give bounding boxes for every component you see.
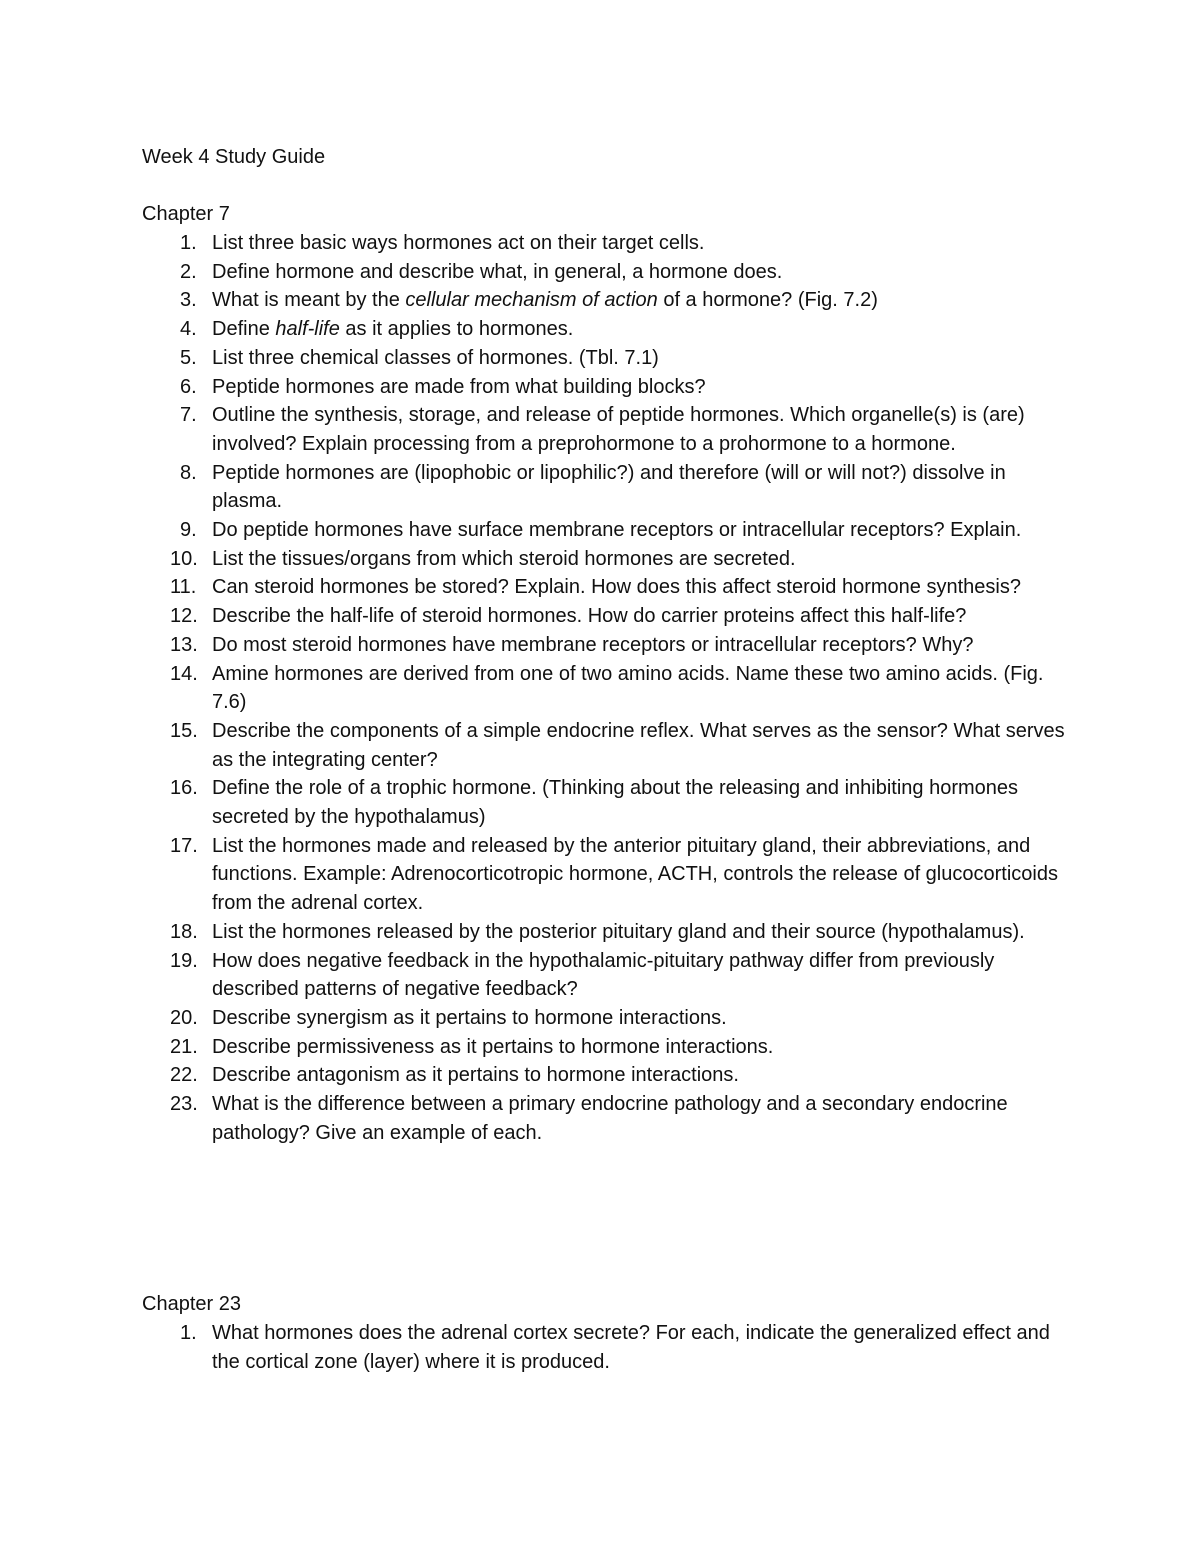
question-number: 3. — [180, 289, 197, 312]
question-item — [142, 832, 1072, 918]
chapter-7-question-list — [142, 229, 1072, 1148]
question-text: Peptide hormones are (lipophobic or lipophilic?) and therefore (will or will not?) dissolve in plasma. — [212, 461, 1006, 513]
question-text-emphasis: half-life — [275, 318, 340, 341]
question-text-emphasis: cellular mechanism of action — [405, 289, 658, 312]
question-item — [142, 344, 1072, 373]
chapter-7-heading: Chapter 7 — [142, 203, 230, 225]
question-text-after: as it applies to hormones. — [339, 318, 574, 341]
question-number: 1. — [180, 1322, 197, 1344]
question-text: Define hormone and describe what, in general, a hormone does. — [212, 260, 783, 283]
question-number: 4. — [180, 318, 197, 341]
question-number: 17. — [170, 834, 198, 857]
question-text: Outline the synthesis, storage, and release of peptide hormones. Which organelle(s) is (are) involved? Explain processing from a preprohormone to a prohormone to a hormone. — [212, 404, 1025, 455]
question-item — [142, 573, 1072, 602]
question-number: 9. — [180, 519, 197, 542]
question-number: 6. — [180, 375, 197, 398]
question-text: Define the role of a trophic hormone. (Thinking about the releasing and inhibiting hormones secreted by the hypothalamus) — [212, 777, 1019, 829]
question-text: What hormones does the adrenal cortex secrete? For each, indicate the generalized effect and the cortical zone (layer) where it is produced. — [212, 1322, 1050, 1373]
question-text: List the tissues/organs from which steroid hormones are secreted. — [212, 547, 796, 570]
question-text: Describe the components of a simple endocrine reflex. What serves as the sensor? What serves as the integrating center? — [212, 719, 1065, 771]
question-number: 22. — [170, 1064, 198, 1087]
question-item — [142, 1319, 1072, 1376]
question-text: Describe antagonism as it pertains to hormone interactions. — [212, 1064, 739, 1087]
question-number: 10. — [170, 547, 198, 570]
question-number: 16. — [170, 777, 198, 800]
question-item — [142, 717, 1072, 774]
question-number: 1. — [180, 232, 197, 254]
question-text: List the hormones made and released by the anterior pituitary gland, their abbreviations, and functions. Example: Adrenocorticotropic hormone, ACTH, controls the release of glucocorticoids from the adrenal cortex. — [212, 834, 1058, 915]
question-item — [142, 229, 1072, 258]
question-number: 7. — [180, 404, 197, 427]
question-item — [142, 545, 1072, 574]
question-number: 5. — [180, 346, 197, 369]
question-text: Do most steroid hormones have membrane receptors or intracellular receptors? Why? — [212, 633, 974, 656]
question-text: Can steroid hormones be stored? Explain. How does this affect steroid hormone synthesis? — [212, 576, 1021, 599]
question-item — [142, 1004, 1072, 1033]
question-item — [142, 631, 1072, 660]
question-number: 23. — [170, 1093, 198, 1116]
question-text: List three chemical classes of hormones. (Tbl. 7.1) — [212, 346, 659, 369]
question-text — [212, 315, 1072, 344]
question-text: Peptide hormones are made from what building blocks? — [212, 375, 706, 398]
question-number: 14. — [170, 662, 198, 685]
question-item — [142, 286, 1072, 315]
question-number: 13. — [170, 633, 198, 656]
question-item — [142, 918, 1072, 947]
chapter-23-heading: Chapter 23 — [142, 1293, 241, 1315]
question-text: What is the difference between a primary endocrine pathology and a secondary endocrine pathology? Give an example of each. — [212, 1093, 1008, 1144]
question-number: 12. — [170, 605, 198, 628]
question-number: 11. — [170, 576, 197, 599]
question-text: List three basic ways hormones act on their target cells. — [212, 232, 705, 254]
question-text-after: of a hormone? (Fig. 7.2) — [657, 289, 878, 312]
question-number: 2. — [180, 260, 197, 283]
question-text: Amine hormones are derived from one of two amino acids. Name these two amino acids. (Fig. 7.6) — [212, 662, 1044, 714]
question-text: How does negative feedback in the hypothalamic-pituitary pathway differ from previously described patterns of negative feedback? — [212, 949, 995, 1001]
question-item — [142, 373, 1072, 402]
question-item — [142, 315, 1072, 344]
question-text: Do peptide hormones have surface membrane receptors or intracellular receptors? Explain. — [212, 519, 1022, 542]
question-text: Describe permissiveness as it pertains to hormone interactions. — [212, 1035, 774, 1058]
question-text: Describe synergism as it pertains to hormone interactions. — [212, 1006, 727, 1029]
question-number: 8. — [180, 461, 197, 484]
question-item — [142, 258, 1072, 287]
question-number: 19. — [170, 949, 198, 972]
question-text-before: Define — [212, 318, 276, 341]
question-item — [142, 1061, 1072, 1090]
question-item — [142, 947, 1072, 1004]
question-item — [142, 1033, 1072, 1062]
question-item — [142, 774, 1072, 831]
question-item — [142, 602, 1072, 631]
question-item — [142, 516, 1072, 545]
question-number: 20. — [170, 1006, 198, 1029]
question-number: 21. — [170, 1035, 198, 1058]
question-text: List the hormones released by the posterior pituitary gland and their source (hypothalamus). — [212, 920, 1025, 943]
question-number: 15. — [170, 719, 198, 742]
question-text — [212, 286, 1072, 315]
question-text: Describe the half-life of steroid hormones. How do carrier proteins affect this half-life? — [212, 605, 967, 628]
question-item — [142, 459, 1072, 516]
chapter-23-question-list — [142, 1319, 1072, 1376]
question-text-before: What is meant by the — [212, 289, 406, 312]
document-title: Week 4 Study Guide — [142, 146, 326, 168]
question-item — [142, 660, 1072, 717]
question-item — [142, 401, 1072, 458]
question-number: 18. — [170, 920, 198, 943]
question-item — [142, 1090, 1072, 1147]
